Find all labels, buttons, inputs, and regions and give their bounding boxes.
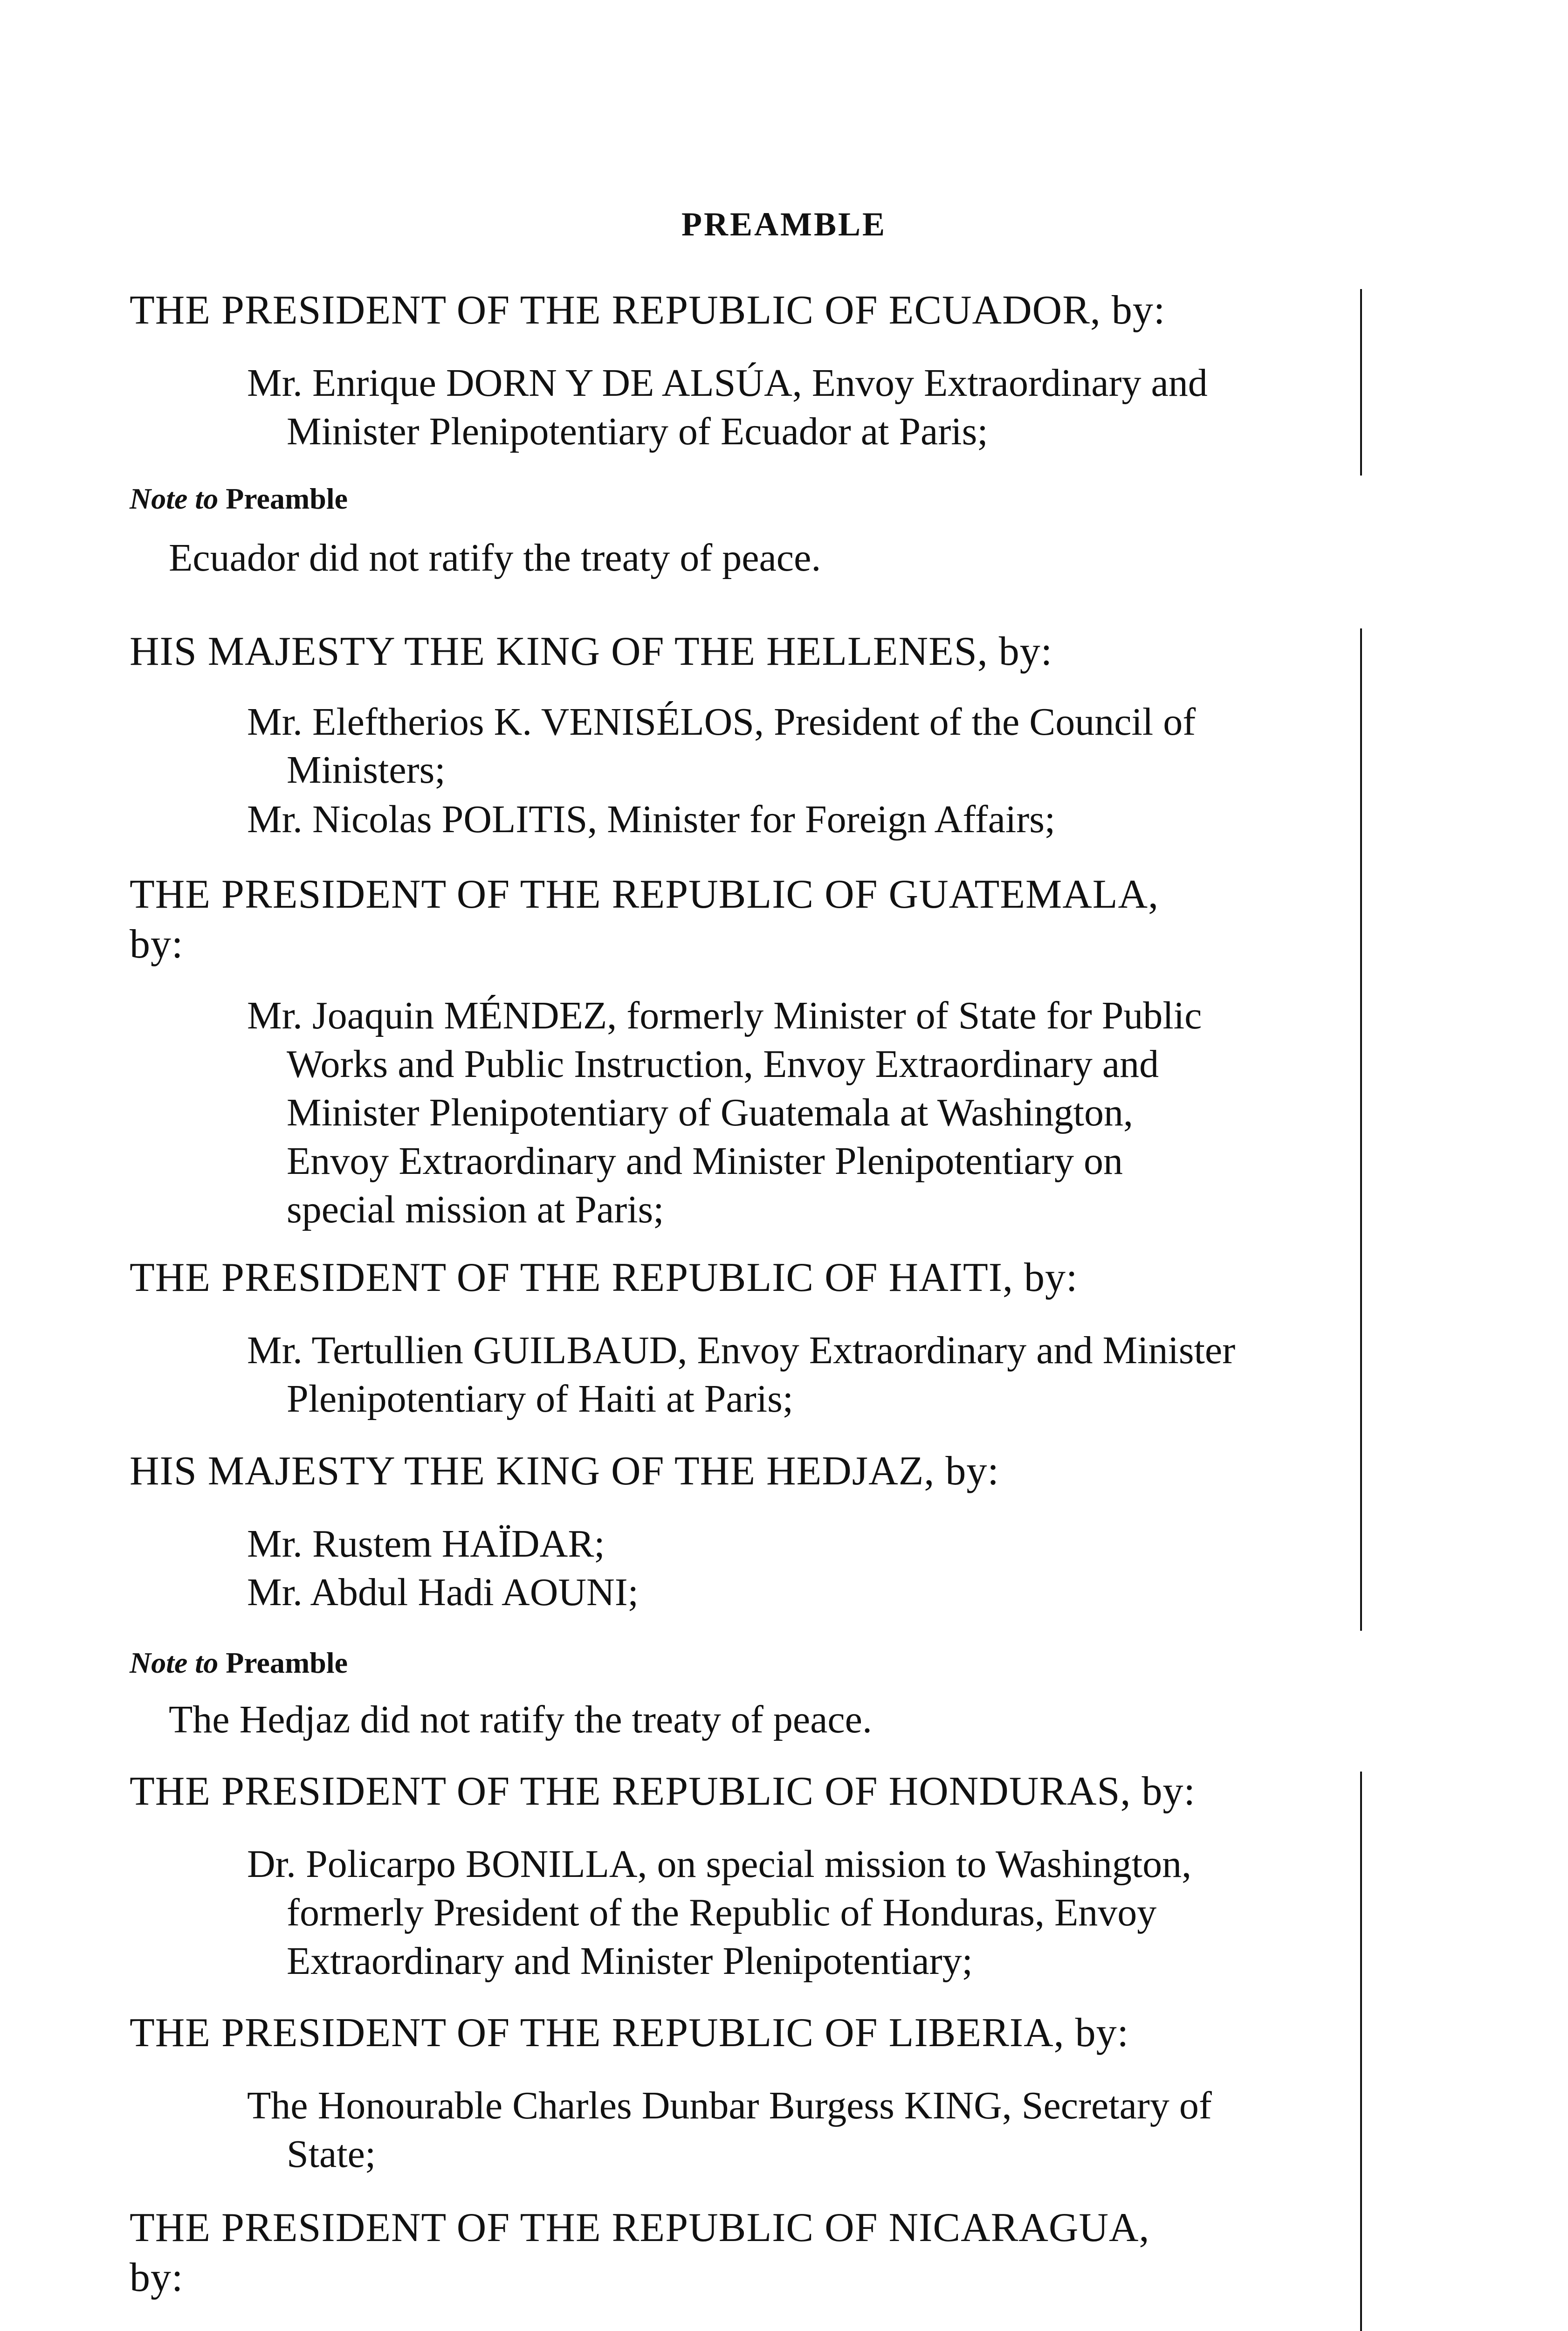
page-header: PREAMBLE xyxy=(681,206,887,243)
note-text: The Hedjaz did not ratify the treaty of peace. xyxy=(169,1698,872,1741)
delegate-line: Mr. Tertullien GUILBAUD, Envoy Extraordinary and Minister xyxy=(247,1329,1236,1372)
section-heading-nicaragua: THE PRESIDENT OF THE REPUBLIC OF NICARAGUA, xyxy=(130,2205,1150,2250)
delegate-line: State; xyxy=(287,2132,376,2176)
section-heading-haiti: THE PRESIDENT OF THE REPUBLIC OF HAITI, by: xyxy=(130,1255,1078,1300)
section-heading-guatemala-cont: by: xyxy=(130,922,184,967)
delegate-line: Ministers; xyxy=(287,748,446,792)
section-heading-honduras: THE PRESIDENT OF THE REPUBLIC OF HONDURAS, by: xyxy=(130,1769,1196,1814)
note-label xyxy=(130,482,348,516)
delegate-line: Envoy Extraordinary and Minister Plenipotentiary on xyxy=(287,1139,1123,1183)
delegate-line: special mission at Paris; xyxy=(287,1188,664,1231)
section-heading-hellenes: HIS MAJESTY THE KING OF THE HELLENES, by: xyxy=(130,629,1053,674)
delegate-line: Plenipotentiary of Haiti at Paris; xyxy=(287,1377,794,1421)
note-label-suffix: Preamble xyxy=(226,482,348,515)
section-heading-liberia: THE PRESIDENT OF THE REPUBLIC OF LIBERIA, by: xyxy=(130,2010,1129,2055)
delegate-line: Extraordinary and Minister Plenipotentiary; xyxy=(287,1939,973,1983)
delegate-line: The Honourable Charles Dunbar Burgess KING, Secretary of xyxy=(247,2084,1212,2127)
delegate-line: Mr. Rustem HAÏDAR; xyxy=(247,1522,605,1565)
section-heading-guatemala: THE PRESIDENT OF THE REPUBLIC OF GUATEMALA, xyxy=(130,872,1159,917)
delegate-line: Mr. Joaquin MÉNDEZ, formerly Minister of State for Public xyxy=(247,994,1202,1037)
note-text: Ecuador did not ratify the treaty of peace. xyxy=(169,536,821,579)
margin-rule xyxy=(1360,628,1362,1631)
margin-rule xyxy=(1360,1772,1362,2331)
delegate-line: Dr. Policarpo BONILLA, on special mission to Washington, xyxy=(247,1842,1192,1886)
delegate-line: Mr. Nicolas POLITIS, Minister for Foreign Affairs; xyxy=(247,798,1056,841)
section-heading-hedjaz: HIS MAJESTY THE KING OF THE HEDJAZ, by: xyxy=(130,1448,999,1494)
note-label-prefix: Note to xyxy=(130,1646,219,1679)
margin-rule xyxy=(1360,289,1362,476)
delegate-line: Minister Plenipotentiary of Ecuador at Paris; xyxy=(287,410,988,453)
delegate-line: Mr. Abdul Hadi AOUNI; xyxy=(247,1571,639,1614)
delegate-line: Mr. Eleftherios K. VENISÉLOS, President of the Council of xyxy=(247,700,1196,744)
note-label-suffix: Preamble xyxy=(226,1646,348,1679)
delegate-line: formerly President of the Republic of Honduras, Envoy xyxy=(287,1891,1157,1934)
note-label-prefix: Note to xyxy=(130,482,219,515)
section-heading-nicaragua-cont: by: xyxy=(130,2255,184,2300)
section-heading-ecuador: THE PRESIDENT OF THE REPUBLIC OF ECUADOR, by: xyxy=(130,288,1166,333)
note-label xyxy=(130,1646,348,1680)
delegate-line: Mr. Enrique DORN Y DE ALSÚA, Envoy Extraordinary and xyxy=(247,361,1208,405)
delegate-line: Works and Public Instruction, Envoy Extraordinary and xyxy=(287,1042,1159,1086)
delegate-line: Minister Plenipotentiary of Guatemala at Washington, xyxy=(287,1091,1133,1134)
